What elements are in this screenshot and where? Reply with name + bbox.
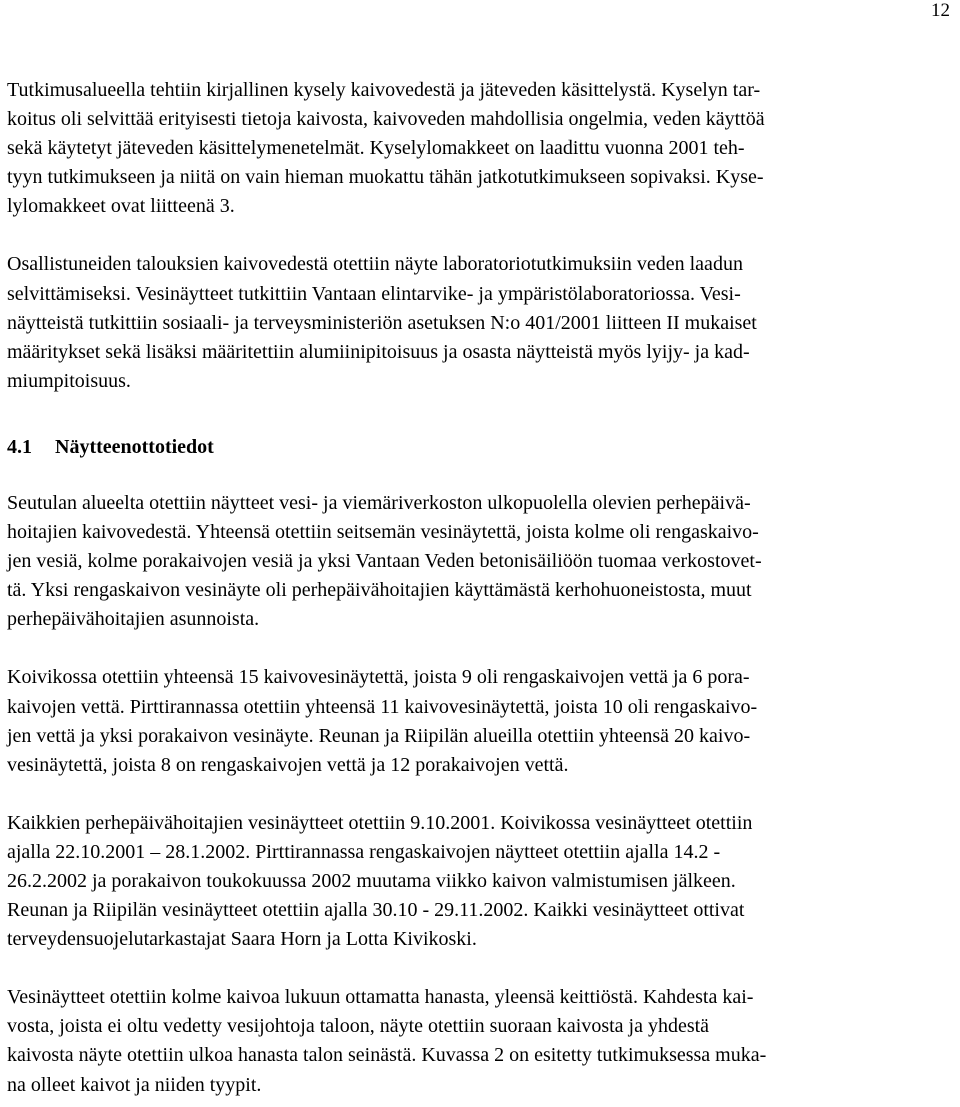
section-number: 4.1	[7, 435, 32, 458]
text-line: Kaikkien perhepäivähoitajien vesinäytteet otettiin 9.10.2001. Koivikossa vesinäytteet otettiin	[7, 811, 753, 834]
text-line: na olleet kaivot ja niiden tyypit.	[7, 1073, 262, 1096]
text-line: tyyn tutkimukseen ja niitä on vain hieman muokattu tähän jatkotutkimukseen sopivaksi. Kyse-	[7, 166, 764, 189]
text-line: kaivosta näyte otettiin ulkoa hanasta talon seinästä. Kuvassa 2 on esitetty tutkimuksessa muka-	[7, 1044, 767, 1067]
paragraph-dates	[7, 809, 957, 954]
text-line: perhepäivähoitajien asunnoista.	[7, 608, 260, 631]
section-heading	[7, 433, 957, 462]
text-line: tä. Yksi rengaskaivon vesinäyte oli perhepäivähoitajien käyttämästä kerhohuoneistosta, muut	[7, 579, 752, 602]
paragraph-seutula	[7, 489, 957, 634]
paragraph-koivikko	[7, 663, 957, 779]
text-line: määritykset sekä lisäksi määritettiin alumiinipitoisuus ja osasta näytteistä myös lyijy- ja kad-	[7, 340, 750, 363]
text-line: jen vettä ja yksi porakaivon vesinäyte. Reunan ja Riipilän alueilla otettiin yhteensä 20 kaivo-	[7, 724, 751, 747]
text-line: ajalla 22.10.2001 – 28.1.2002. Pirttirannassa rengaskaivojen näytteet otettiin ajalla 14.2 -	[7, 840, 721, 863]
text-line: kaivojen vettä. Pirttirannassa otettiin yhteensä 11 kaivovesinäytettä, joista 10 oli rengaskaivo-	[7, 695, 758, 718]
text-line: Osallistuneiden talouksien kaivovedestä otettiin näyte laboratoriotutkimuksiin veden laadun	[7, 253, 743, 276]
text-line: vosta, joista ei oltu vedetty vesijohtoja taloon, näyte otettiin suoraan kaivosta ja yhdestä	[7, 1015, 710, 1038]
text-line: hoitajien kaivovedestä. Yhteensä otettiin seitsemän vesinäytettä, joista kolme oli rengaskaivo-	[7, 521, 759, 544]
text-line: Reunan ja Riipilän vesinäytteet otettiin ajalla 30.10 - 29.11.2002. Kaikki vesinäytteet ottivat	[7, 899, 745, 922]
page-number: 12	[931, 0, 950, 21]
paragraph-sampling-method	[7, 983, 957, 1099]
text-line: selvittämiseksi. Vesinäytteet tutkittiin Vantaan elintarvike- ja ympäristölaboratoriossa. Vesi-	[7, 282, 741, 305]
paragraph-survey	[7, 76, 957, 221]
text-line: näytteistä tutkittiin sosiaali- ja terveysministeriön asetuksen N:o 401/2001 liitteen II mukaiset	[7, 311, 757, 334]
text-line: 26.2.2002 ja porakaivon toukokuussa 2002 muutama viikko kaivon valmistumisen jälkeen.	[7, 869, 736, 892]
text-line: Tutkimusalueella tehtiin kirjallinen kysely kaivovedestä ja jäteveden käsittelystä. Kyselyn tar-	[7, 79, 761, 101]
text-line: terveydensuojelutarkastajat Saara Horn ja Lotta Kivikoski.	[7, 928, 477, 951]
section-title: Näytteenottotiedot	[55, 435, 214, 458]
text-line: vesinäytettä, joista 8 on rengaskaivojen vettä ja 12 porakaivojen vettä.	[7, 753, 569, 776]
document-body	[7, 76, 957, 1100]
text-line: miumpitoisuus.	[7, 369, 131, 392]
text-line: jen vesiä, kolme porakaivojen vesiä ja yksi Vantaan Veden betonisäiliöön tuomaa verkostovet-	[7, 550, 762, 573]
text-line: koitus oli selvittää erityisesti tietoja kaivosta, kaivoveden mahdollisia ongelmia, veden käyttöä	[7, 108, 765, 131]
text-line: Koivikossa otettiin yhteensä 15 kaivovesinäytettä, joista 9 oli rengaskaivojen vettä ja 6 pora-	[7, 666, 750, 689]
text-line: lylomakkeet ovat liitteenä 3.	[7, 195, 235, 218]
text-line: sekä käytetyt jäteveden käsittelymenetelmät. Kyselylomakkeet on laadittu vuonna 2001 teh-	[7, 137, 745, 160]
text-line: Vesinäytteet otettiin kolme kaivoa lukuun ottamatta hanasta, yleensä keittiöstä. Kahdesta kai-	[7, 986, 754, 1009]
text-line: Seutulan alueelta otettiin näytteet vesi- ja viemäriverkoston ulkopuolella olevien perhepäivä-	[7, 491, 751, 514]
paragraph-laboratory	[7, 250, 957, 395]
